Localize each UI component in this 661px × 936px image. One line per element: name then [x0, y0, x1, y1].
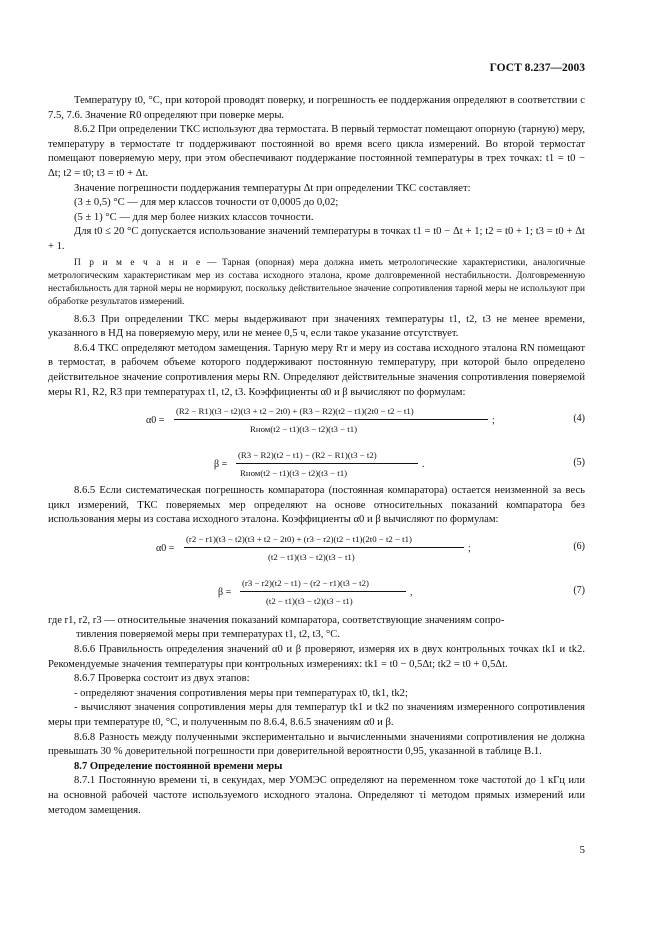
paragraph: тивления поверяемой меры при температурах t1, t2, t3, °C. — [76, 629, 340, 641]
paragraph: Значение погрешности поддержания температуры Δt при определении ТКС составляет: — [74, 182, 471, 194]
paragraph: 8.6.4 ТКС определяют методом замещения. Тарную меру Rт и меру из состава исходного эталона RN помещают в термостат, в рабочем объеме которого поддерживают постоянную температуру, при которой было определено действительное значение сопротивления меры RN. Определяют действительные значения сопротивления поверяемой меры R1, R2, R3 при температурах t1, t2, t3. Коэффициенты α0 и β вычисляют по формулам: — [48, 342, 585, 398]
fraction-bar — [174, 419, 488, 420]
paragraph: 8.6.6 Правильность определения значений α0 и β проверяют, измеряя их в двух контрольных точках tk1 и tk2. Рекомендуемые значения температуры при контрольных измерениях: tk1 = t0 − 0,5Δt; tk2 = t0 + 0,5Δt. — [48, 644, 585, 670]
fraction-bar — [184, 547, 464, 548]
fraction-bar — [236, 463, 418, 464]
list-item: (3 ± 0,5) °C — для мер классов точности от 0,0005 до 0,02; — [74, 197, 339, 209]
list-item: (5 ± 1) °C — для мер более низких классов точности. — [74, 211, 314, 223]
formula-5 — [48, 440, 585, 484]
formula-4 — [48, 400, 585, 440]
formula-tail: . — [422, 459, 425, 471]
paragraph: 8.6.5 Если систематическая погрешность компаратора (постоянная компаратора) остается неизменной за весь цикл измерений, ТКС поверяемых мер определяют на основе относительных показаний компаратора без использования меры из состава исходного эталона. Коэффициенты α0 и β вычисляют по формулам: — [48, 485, 585, 526]
section-heading: 8.7 Определение постоянной времени меры — [74, 760, 283, 772]
formula-numerator: (R3 − R2)(t2 − t1) − (R2 − R1)(t3 − t2) — [238, 450, 377, 461]
document-body — [48, 94, 585, 818]
document-header: ГОСТ 8.237—2003 — [489, 62, 585, 74]
formula-lhs: α0 = — [146, 415, 165, 427]
paragraph: 8.7.1 Постоянную времени τi, в секундах, мер УОМЭС определяют на переменном токе частотой до 1 кГц или на основной рабочей частоте используемого исходного эталона. Определяют τi методом прямых измерений или методом замещения. — [48, 775, 585, 816]
formula-number: (4) — [573, 413, 585, 425]
formula-lhs: α0 = — [156, 542, 175, 554]
formula-denominator: (t2 − t1)(t3 − t2)(t3 − t1) — [268, 551, 355, 562]
list-item: - вычисляют значения сопротивления меры для температур tk1 и tk2 по значениям измеренного сопротивления меры при температуре t0, °C, и полученным по 8.6.4, 8.6.5 значениям α0 и β. — [48, 702, 585, 729]
formula-number: (5) — [573, 457, 585, 469]
note-text: — Тарная (опорная) мера должна иметь метрологические характеристики, аналогичные метрологическим характеристикам мер из состава исходного эталона, кроме долговременной нестабильности. Долговременную нестабильность для тарной меры не нормируют, поскольку действительное значение сопротивления тарной меры не используют при обработке результатов измерений. — [48, 257, 586, 307]
formula-denominator: Rном(t2 − t1)(t3 − t2)(t3 − t1) — [240, 468, 348, 479]
list-item: - определяют значения сопротивления меры при температурах t0, tk1, tk2; — [74, 687, 408, 699]
formula-numerator: (r3 − r2)(t2 − t1) − (r2 − r1)(t3 − t2) — [242, 577, 369, 588]
formula-number: (7) — [573, 584, 585, 596]
paragraph: 8.6.2 При определении ТКС используют два термостата. В первый термостат помещают опорную (тарную) меру, температуру в термостате tт поддерживают постоянной во время всего цикла измерений. Во второй термостат помещают поверяемую меру, при этом обеспечивают поддержание постоянной температуры в трех точках: t1 = t0 − Δt; t2 = t0; t3 = t0 + Δt. — [48, 124, 585, 179]
formula-numerator: (r2 − r1)(t3 − t2)(t3 + t2 − 2t0) + (r3 − r2)(t2 − t1)(2t0 − t2 − t1) — [186, 533, 412, 544]
paragraph: Температуру t0, °C, при которой проводят поверку, и погрешность ее поддержания определяют в соответствии с 7.5, 7.6. Значение R0 определяют при поверке меры. — [48, 95, 585, 121]
formula-tail: ; — [468, 542, 471, 554]
note-label: П р и м е ч а н и е — [74, 257, 202, 268]
paragraph: где r1, r2, r3 — относительные значения показаний компаратора, соответствующие значениям сопро- — [48, 614, 505, 626]
formula-denominator: (t2 − t1)(t3 − t2)(t3 − t1) — [266, 595, 353, 606]
formula-tail: , — [410, 586, 413, 598]
page-number: 5 — [579, 844, 585, 856]
formula-number: (6) — [573, 540, 585, 552]
formula-6 — [48, 528, 585, 568]
paragraph: Для t0 ≤ 20 °C допускается использование значений температуры в точках t1 = t0 − Δt + 1; t2 = t0 + 1; t3 = t0 + Δt + 1. — [48, 226, 585, 252]
paragraph: 8.6.3 При определении ТКС меры выдерживают при значениях температуры t1, t2, t3 не менее времени, указанного в НД на поверяемую меру, или не менее 0,5 ч, если такое указание отсутствует. — [48, 313, 585, 340]
formula-lhs: β = — [214, 459, 228, 471]
formula-lhs: β = — [218, 586, 232, 598]
formula-tail: ; — [492, 415, 495, 427]
formula-7 — [48, 568, 585, 614]
paragraph: 8.6.8 Разность между полученными экспериментально и вычисленными значениями сопротивления не должна превышать 30 % доверительной погрешности при доверительной вероятности 0,95, указанной в таблице В.1. — [48, 731, 585, 758]
paragraph: 8.6.7 Проверка состоит из двух этапов: — [74, 673, 250, 685]
formula-numerator: (R2 − R1)(t3 − t2)(t3 + t2 − 2t0) + (R3 − R2)(t2 − t1)(2t0 − t2 − t1) — [176, 406, 414, 417]
note — [48, 257, 585, 309]
fraction-bar — [240, 591, 406, 592]
formula-denominator: Rном(t2 − t1)(t3 − t2)(t3 − t1) — [250, 424, 358, 435]
